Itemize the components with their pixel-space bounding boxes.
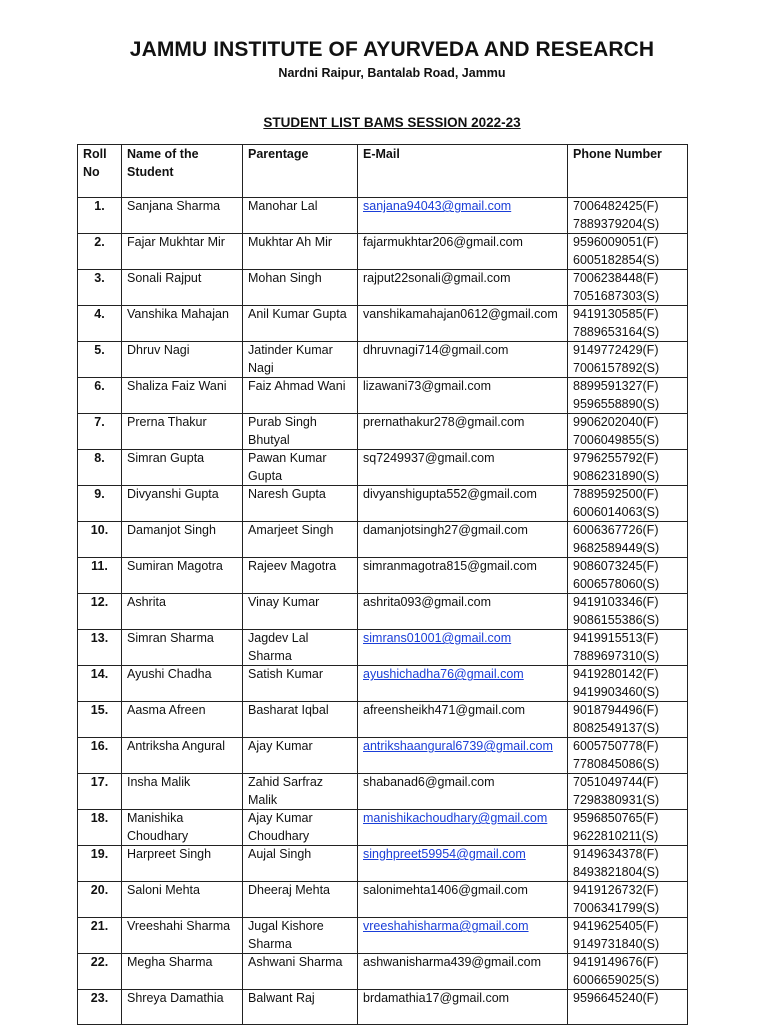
phone-number: 7051687303(S) [573, 288, 660, 303]
roll-number: 14. [78, 666, 122, 702]
phone-number: 7889653164(S) [573, 324, 660, 339]
phone-cell [568, 522, 688, 558]
column-header-email: E-Mail [358, 145, 568, 198]
phone-cell [568, 558, 688, 594]
table-row [78, 270, 688, 306]
column-header-name: Name of the Student [122, 145, 243, 198]
student-name: Ashrita [122, 594, 243, 630]
email-text: simranmagotra815@gmail.com [363, 559, 537, 573]
email-cell [358, 378, 568, 414]
student-name: Damanjot Singh [122, 522, 243, 558]
student-name: Megha Sharma [122, 954, 243, 990]
table-row [78, 378, 688, 414]
phone-number: 6006014063(S) [573, 504, 660, 519]
email-text: lizawani73@gmail.com [363, 379, 492, 393]
phone-number: 6005182854(S) [573, 252, 660, 267]
phone-number: 9419130585(F) [573, 307, 659, 321]
table-row [78, 522, 688, 558]
table-row [78, 630, 688, 666]
student-name: Harpreet Singh [122, 846, 243, 882]
roll-number: 4. [78, 306, 122, 342]
parentage: Rajeev Magotra [243, 558, 358, 594]
roll-number: 1. [78, 198, 122, 234]
phone-cell [568, 666, 688, 702]
parentage: Mukhtar Ah Mir [243, 234, 358, 270]
phone-number: 7006049855(S) [573, 432, 660, 447]
parentage: Naresh Gupta [243, 486, 358, 522]
parentage: Ashwani Sharma [243, 954, 358, 990]
email-cell [358, 486, 568, 522]
phone-number: 7889592500(F) [573, 487, 659, 501]
phone-cell [568, 450, 688, 486]
phone-number: 9086073245(F) [573, 559, 659, 573]
table-row [78, 306, 688, 342]
phone-cell [568, 198, 688, 234]
table-row [78, 414, 688, 450]
phone-cell [568, 702, 688, 738]
email-cell [358, 630, 568, 666]
parentage: Aujal Singh [243, 846, 358, 882]
parentage: Mohan Singh [243, 270, 358, 306]
parentage: Faiz Ahmad Wani [243, 378, 358, 414]
phone-number: 9419625405(F) [573, 919, 659, 933]
phone-number: 7298380931(S) [573, 792, 660, 807]
student-name: Simran Gupta [122, 450, 243, 486]
student-name: Divyanshi Gupta [122, 486, 243, 522]
phone-number: 9419915513(F) [573, 631, 659, 645]
student-rows [78, 198, 688, 1025]
phone-cell [568, 630, 688, 666]
phone-number: 7780845086(S) [573, 756, 660, 771]
list-title: STUDENT LIST BAMS SESSION 2022-23 [263, 115, 521, 130]
parentage: Ajay Kumar Choudhary [243, 810, 358, 846]
email-cell [358, 738, 568, 774]
email-cell [358, 774, 568, 810]
phone-number: 7051049744(F) [573, 775, 659, 789]
table-row [78, 738, 688, 774]
phone-number: 9419103346(F) [573, 595, 659, 609]
email-cell [358, 666, 568, 702]
roll-number: 9. [78, 486, 122, 522]
roll-number: 16. [78, 738, 122, 774]
phone-cell [568, 270, 688, 306]
parentage: Jugal Kishore Sharma [243, 918, 358, 954]
table-row [78, 918, 688, 954]
student-name: Fajar Mukhtar Mir [122, 234, 243, 270]
phone-number: 9596645240(F) [573, 991, 659, 1005]
phone-number: 9086155386(S) [573, 612, 660, 627]
table-row [78, 450, 688, 486]
phone-cell [568, 594, 688, 630]
email-cell [358, 306, 568, 342]
roll-number: 10. [78, 522, 122, 558]
roll-number: 2. [78, 234, 122, 270]
phone-cell [568, 378, 688, 414]
phone-cell [568, 846, 688, 882]
email-cell [358, 954, 568, 990]
phone-cell [568, 918, 688, 954]
table-row [78, 594, 688, 630]
roll-number: 20. [78, 882, 122, 918]
email-link[interactable]: antrikshaangural6739@gmail.com [363, 739, 553, 753]
phone-cell [568, 414, 688, 450]
email-text: ashwanisharma439@gmail.com [363, 955, 542, 969]
table-row [78, 486, 688, 522]
roll-number: 23. [78, 990, 122, 1025]
student-name: Dhruv Nagi [122, 342, 243, 378]
email-link[interactable]: manishikachoudhary@gmail.com [363, 811, 548, 825]
student-name: Vanshika Mahajan [122, 306, 243, 342]
phone-number: 9149772429(F) [573, 343, 659, 357]
phone-number: 9149731840(S) [573, 936, 660, 951]
email-cell [358, 990, 568, 1025]
phone-cell [568, 234, 688, 270]
parentage: Anil Kumar Gupta [243, 306, 358, 342]
phone-number: 9622810211(S) [573, 828, 659, 843]
phone-number: 7006238448(F) [573, 271, 659, 285]
email-text: ashrita093@gmail.com [363, 595, 492, 609]
table-row [78, 702, 688, 738]
roll-number: 11. [78, 558, 122, 594]
roll-number: 17. [78, 774, 122, 810]
student-name: Saloni Mehta [122, 882, 243, 918]
parentage: Jagdev Lal Sharma [243, 630, 358, 666]
email-cell [358, 810, 568, 846]
table-row [78, 810, 688, 846]
student-name: Shreya Damathia [122, 990, 243, 1025]
phone-number: 6006578060(S) [573, 576, 660, 591]
column-header-roll: Roll No [78, 145, 122, 198]
student-name: Simran Sharma [122, 630, 243, 666]
phone-number: 8899591327(F) [573, 379, 659, 393]
roll-number: 5. [78, 342, 122, 378]
phone-cell [568, 990, 688, 1025]
phone-number: 9596850765(F) [573, 811, 659, 825]
table-row [78, 954, 688, 990]
email-cell [358, 846, 568, 882]
phone-number: 6005750778(F) [573, 739, 659, 753]
student-name: Sonali Rajput [122, 270, 243, 306]
table-row [78, 990, 688, 1025]
student-name: Antriksha Angural [122, 738, 243, 774]
phone-number: 7889379204(S) [573, 216, 660, 231]
column-header-phone: Phone Number [568, 145, 688, 198]
table-row [78, 882, 688, 918]
email-cell [358, 522, 568, 558]
phone-cell [568, 954, 688, 990]
roll-number: 7. [78, 414, 122, 450]
parentage: Basharat Iqbal [243, 702, 358, 738]
phone-number: 9682589449(S) [573, 540, 660, 555]
student-name: Ayushi Chadha [122, 666, 243, 702]
phone-number: 9149634378(F) [573, 847, 659, 861]
email-text: vanshikamahajan0612@gmail.com [363, 307, 558, 321]
email-text: divyanshigupta552@gmail.com [363, 487, 537, 501]
phone-number: 6006659025(S) [573, 972, 660, 987]
roll-number: 3. [78, 270, 122, 306]
email-link[interactable]: simrans01001@gmail.com [363, 631, 512, 645]
phone-number: 9796255792(F) [573, 451, 659, 465]
phone-number: 7006157892(S) [573, 360, 660, 375]
parentage: Amarjeet Singh [243, 522, 358, 558]
phone-cell [568, 486, 688, 522]
email-cell [358, 198, 568, 234]
roll-number: 22. [78, 954, 122, 990]
email-text: afreensheikh471@gmail.com [363, 703, 526, 717]
email-text: prernathakur278@gmail.com [363, 415, 525, 429]
email-cell [358, 702, 568, 738]
table-header-row [78, 145, 688, 198]
phone-number: 9596009051(F) [573, 235, 659, 249]
phone-number: 9419126732(F) [573, 883, 659, 897]
email-cell [358, 270, 568, 306]
email-link[interactable]: sanjana94043@gmail.com [363, 199, 512, 213]
roll-number: 18. [78, 810, 122, 846]
email-link[interactable]: ayushichadha76@gmail.com [363, 667, 524, 681]
parentage: Vinay Kumar [243, 594, 358, 630]
phone-number: 8493821804(S) [573, 864, 660, 879]
table-row [78, 846, 688, 882]
parentage: Balwant Raj [243, 990, 358, 1025]
email-text: salonimehta1406@gmail.com [363, 883, 528, 897]
email-text: dhruvnagi714@gmail.com [363, 343, 509, 357]
institute-title: JAMMU INSTITUTE OF AYURVEDA AND RESEARCH [129, 38, 655, 61]
email-text: damanjotsingh27@gmail.com [363, 523, 528, 537]
table-row [78, 198, 688, 234]
parentage: Dheeraj Mehta [243, 882, 358, 918]
student-name: Prerna Thakur [122, 414, 243, 450]
student-table [77, 144, 688, 1025]
phone-number: 9419903460(S) [573, 684, 660, 699]
student-name: Sanjana Sharma [122, 198, 243, 234]
email-cell [358, 450, 568, 486]
phone-number: 7889697310(S) [573, 648, 660, 663]
student-name: Shaliza Faiz Wani [122, 378, 243, 414]
phone-number: 6006367726(F) [573, 523, 659, 537]
roll-number: 6. [78, 378, 122, 414]
email-cell [358, 558, 568, 594]
phone-cell [568, 306, 688, 342]
phone-cell [568, 882, 688, 918]
phone-number: 9419280142(F) [573, 667, 659, 681]
student-name: Insha Malik [122, 774, 243, 810]
table-row [78, 342, 688, 378]
parentage: Purab Singh Bhutyal [243, 414, 358, 450]
roll-number: 8. [78, 450, 122, 486]
phone-cell [568, 810, 688, 846]
parentage: Satish Kumar [243, 666, 358, 702]
phone-number: 8082549137(S) [573, 720, 660, 735]
phone-cell [568, 738, 688, 774]
phone-number: 9086231890(S) [573, 468, 660, 483]
roll-number: 13. [78, 630, 122, 666]
roll-number: 21. [78, 918, 122, 954]
email-text: brdamathia17@gmail.com [363, 991, 510, 1005]
email-link[interactable]: vreeshahisharma@gmail.com [363, 919, 529, 933]
parentage: Jatinder Kumar Nagi [243, 342, 358, 378]
roll-number: 19. [78, 846, 122, 882]
table-row [78, 234, 688, 270]
roll-number: 12. [78, 594, 122, 630]
column-header-parentage: Parentage [243, 145, 358, 198]
roll-number: 15. [78, 702, 122, 738]
email-text: sq7249937@gmail.com [363, 451, 495, 465]
table-row [78, 774, 688, 810]
email-text: fajarmukhtar206@gmail.com [363, 235, 523, 249]
phone-number: 9018794496(F) [573, 703, 659, 717]
table-row [78, 666, 688, 702]
email-cell [358, 882, 568, 918]
parentage: Ajay Kumar [243, 738, 358, 774]
email-cell [358, 342, 568, 378]
parentage: Manohar Lal [243, 198, 358, 234]
student-name: Manishika Choudhary [122, 810, 243, 846]
phone-cell [568, 342, 688, 378]
phone-number: 9419149676(F) [573, 955, 659, 969]
email-cell [358, 234, 568, 270]
email-link[interactable]: singhpreet59954@gmail.com [363, 847, 526, 861]
email-cell [358, 414, 568, 450]
student-name: Aasma Afreen [122, 702, 243, 738]
student-name: Vreeshahi Sharma [122, 918, 243, 954]
phone-number: 7006341799(S) [573, 900, 660, 915]
table-row [78, 558, 688, 594]
parentage: Zahid Sarfraz Malik [243, 774, 358, 810]
email-cell [358, 918, 568, 954]
institute-address: Nardni Raipur, Bantalab Road, Jammu [278, 66, 506, 80]
student-name: Sumiran Magotra [122, 558, 243, 594]
phone-number: 9596558890(S) [573, 396, 660, 411]
phone-number: 7006482425(F) [573, 199, 659, 213]
email-text: rajput22sonali@gmail.com [363, 271, 511, 285]
email-text: shabanad6@gmail.com [363, 775, 495, 789]
parentage: Pawan Kumar Gupta [243, 450, 358, 486]
phone-number: 9906202040(F) [573, 415, 659, 429]
phone-cell [568, 774, 688, 810]
email-cell [358, 594, 568, 630]
